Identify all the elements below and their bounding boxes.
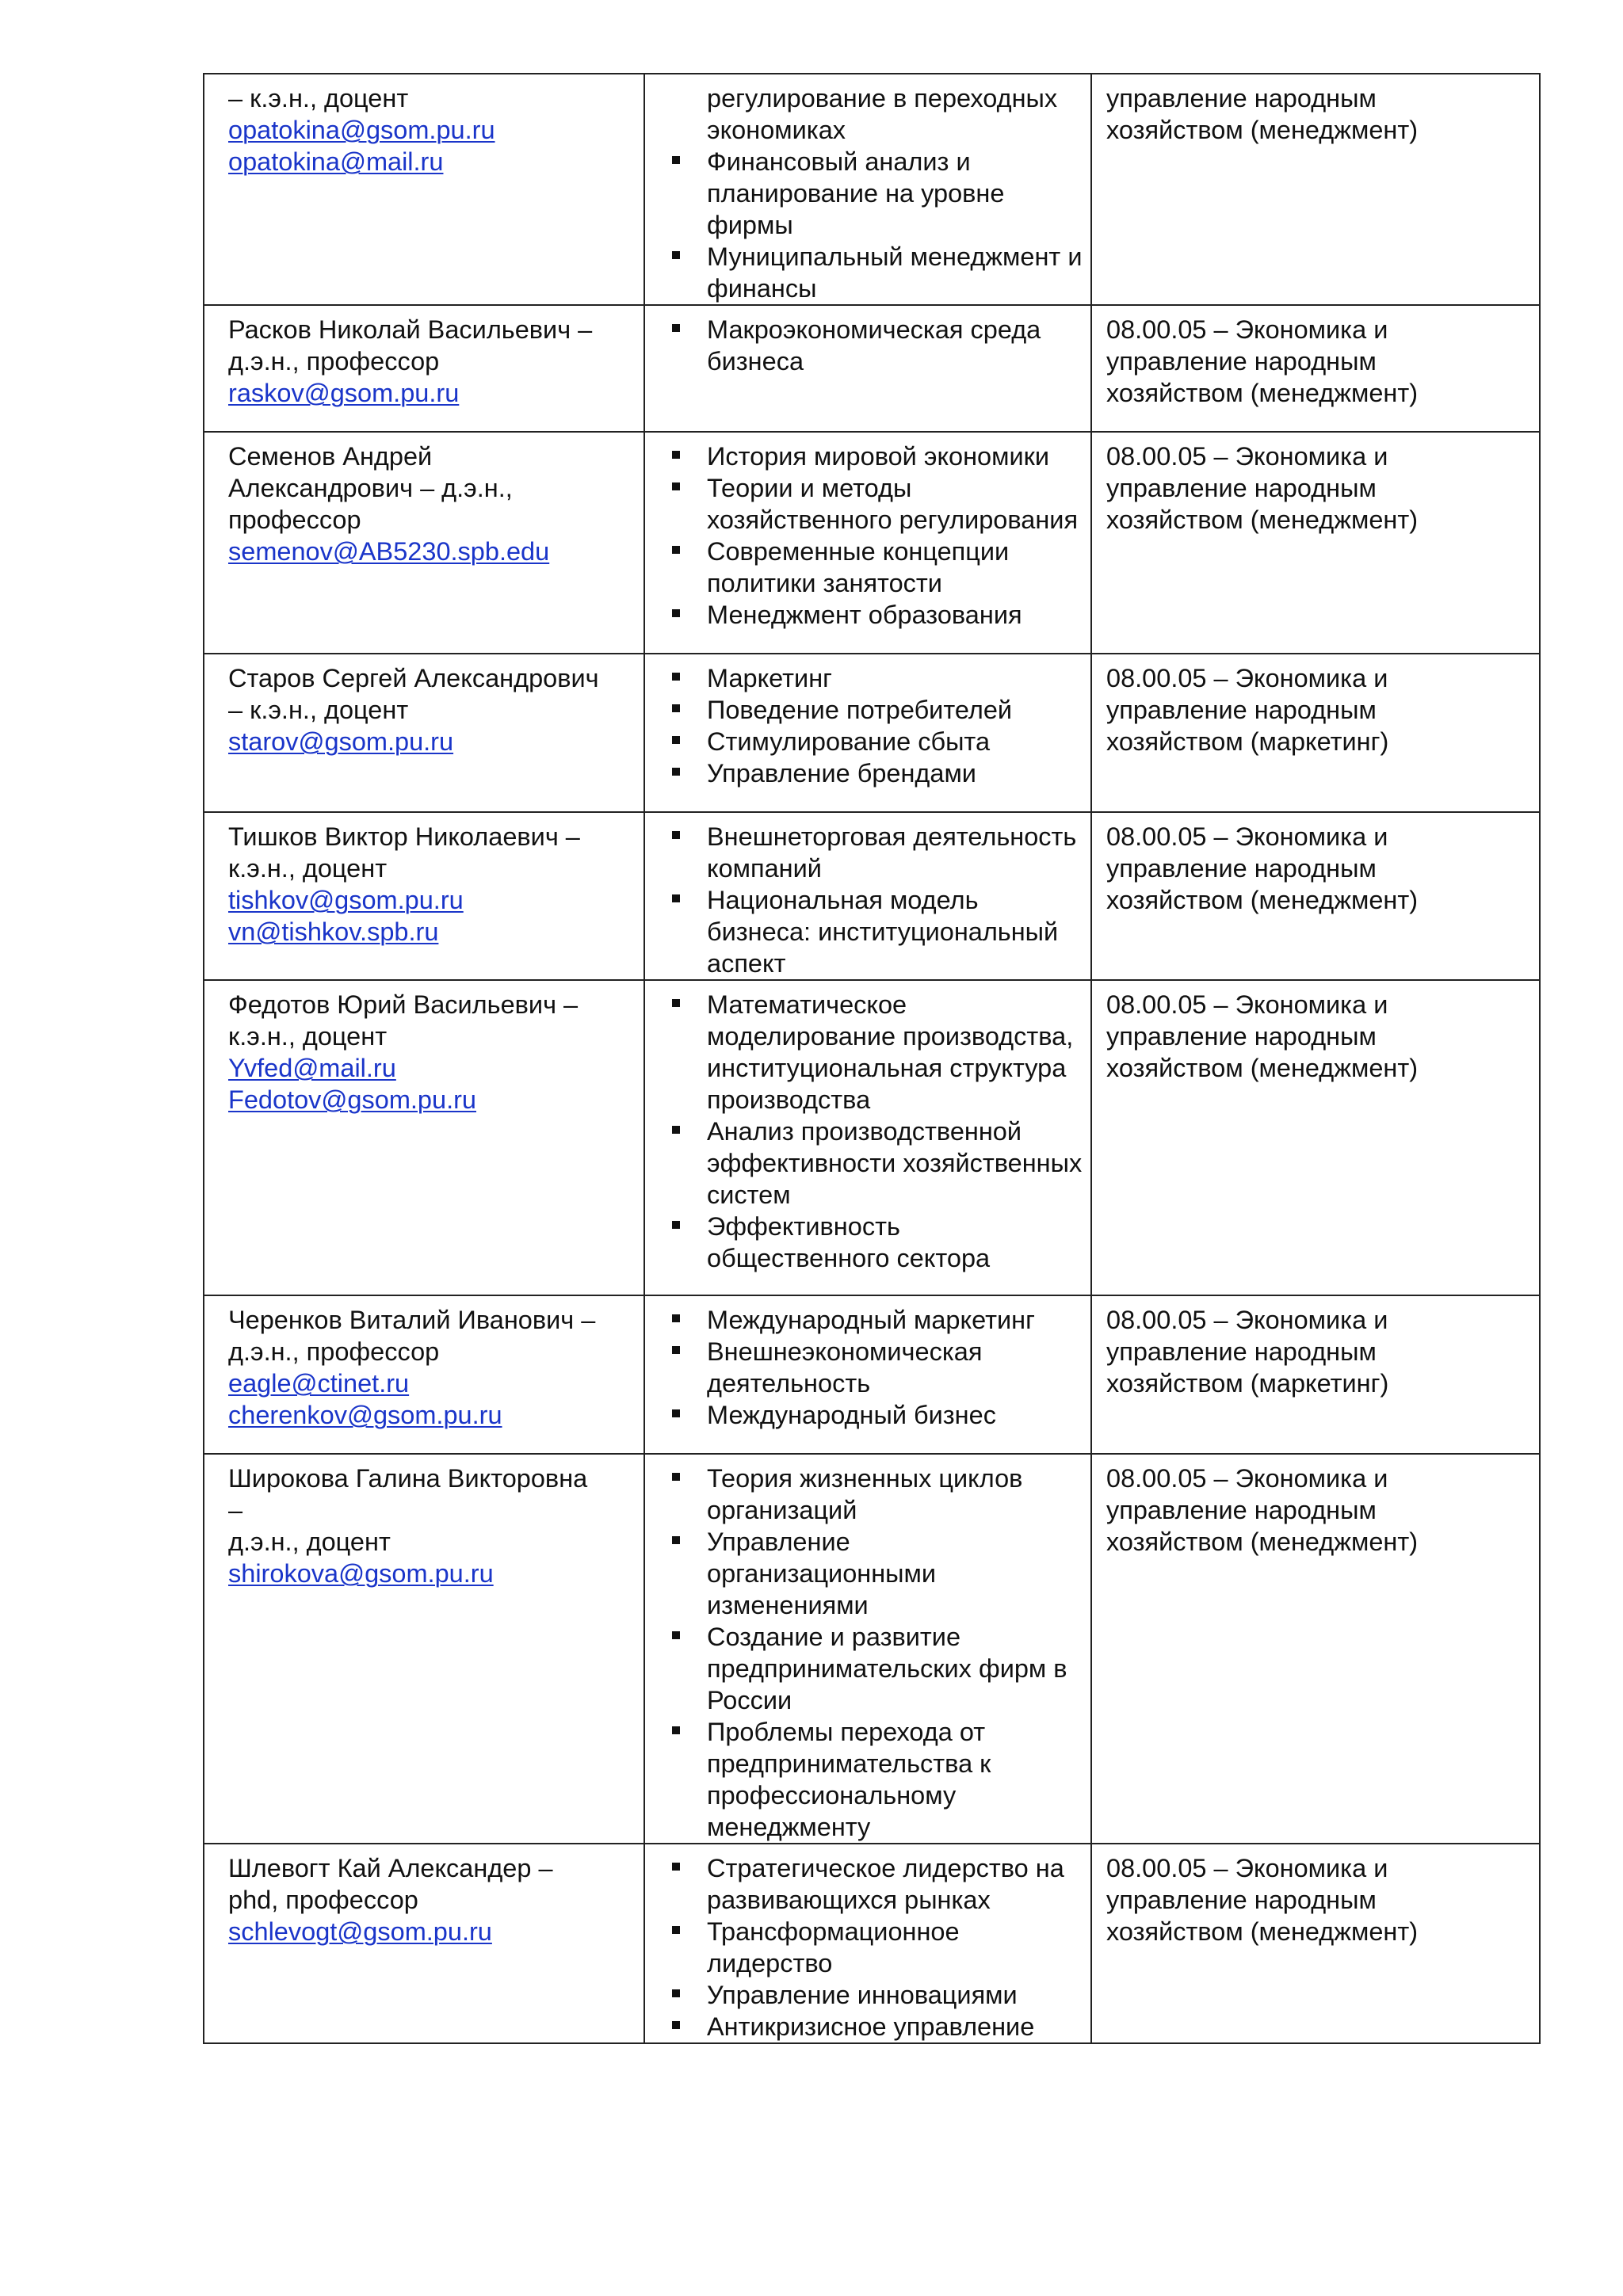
table-row (204, 980, 1540, 1295)
faculty-table (203, 73, 1541, 2044)
faculty-name-line: – к.э.н., доцент (228, 84, 409, 113)
course-title: Теория жизненных циклов организаций (707, 1464, 1023, 1524)
square-bullet-icon (672, 1926, 680, 1934)
square-bullet-icon (672, 156, 680, 164)
specialty-cell (1091, 812, 1540, 980)
specialty-cell (1091, 1454, 1540, 1844)
square-bullet-icon (672, 451, 680, 459)
specialty-cell (1091, 1295, 1540, 1454)
course-item (656, 884, 1084, 979)
course-item (656, 1211, 1084, 1274)
course-title: Маркетинг (707, 664, 833, 692)
faculty-name-line: д.э.н., профессор (228, 1337, 440, 1366)
specialty-line: хозяйством (менеджмент) (1106, 1054, 1419, 1082)
faculty-name-line: Расков Николай Васильевич – (228, 315, 593, 344)
square-bullet-icon (672, 2021, 680, 2029)
courses-cell (644, 1295, 1091, 1454)
specialty-line: управление народным (1106, 1496, 1377, 1524)
course-item (656, 146, 1084, 241)
faculty-name-line: Александрович – д.э.н., (228, 474, 513, 502)
specialty-line: управление народным (1106, 854, 1377, 883)
email-link[interactable]: Yvfed@mail.ru (228, 1054, 396, 1082)
courses-cell (644, 812, 1091, 980)
email-link[interactable]: cherenkov@gsom.pu.ru (228, 1401, 502, 1429)
table-row (204, 812, 1540, 980)
email-link[interactable]: Fedotov@gsom.pu.ru (228, 1085, 477, 1114)
square-bullet-icon (672, 736, 680, 744)
specialty-cell (1091, 74, 1540, 305)
square-bullet-icon (672, 999, 680, 1007)
course-item (656, 536, 1084, 599)
specialty-line: хозяйством (менеджмент) (1106, 379, 1419, 407)
course-item (656, 1916, 1084, 1979)
table-row (204, 74, 1540, 305)
course-item (656, 241, 1084, 304)
course-item (656, 1336, 1084, 1399)
email-link[interactable]: vn@tishkov.spb.ru (228, 917, 439, 946)
course-title: Создание и развитие предпринимательских фирм в России (707, 1623, 1067, 1714)
square-bullet-icon (672, 1631, 680, 1639)
table-row (204, 654, 1540, 812)
table-row (204, 1844, 1540, 2043)
specialty-line: управление народным (1106, 474, 1377, 502)
course-title: Эффективность общественного сектора (707, 1212, 991, 1272)
specialty-line: хозяйством (маркетинг) (1106, 727, 1389, 756)
course-item (656, 1852, 1084, 1916)
specialty-line: 08.00.05 – Экономика и (1106, 315, 1388, 344)
specialty-line: 08.00.05 – Экономика и (1106, 1854, 1388, 1882)
email-link[interactable]: opatokina@mail.ru (228, 147, 444, 176)
course-title: Трансформационное лидерство (707, 1917, 960, 1978)
specialty-line: хозяйством (менеджмент) (1106, 1527, 1419, 1556)
course-item (656, 314, 1084, 377)
square-bullet-icon (672, 673, 680, 681)
faculty-member-cell (204, 1844, 644, 2043)
courses-cell (644, 980, 1091, 1295)
specialty-line: управление народным (1106, 84, 1377, 113)
square-bullet-icon (672, 831, 680, 839)
course-title: Международный маркетинг (707, 1306, 1035, 1334)
square-bullet-icon (672, 251, 680, 259)
courses-cell (644, 1454, 1091, 1844)
course-item (656, 821, 1084, 884)
course-title: Макроэкономическая среда бизнеса (707, 315, 1041, 376)
courses-cell (644, 1844, 1091, 2043)
course-item (656, 989, 1084, 1116)
email-link[interactable]: opatokina@gsom.pu.ru (228, 116, 495, 144)
table-row (204, 1454, 1540, 1844)
specialty-line: хозяйством (менеджмент) (1106, 1917, 1419, 1946)
square-bullet-icon (672, 1346, 680, 1354)
course-item (656, 1526, 1084, 1621)
table-row (204, 432, 1540, 654)
faculty-member-cell (204, 980, 644, 1295)
faculty-name-line: Федотов Юрий Васильевич – (228, 990, 579, 1019)
course-list (656, 989, 1084, 1274)
course-item (656, 1304, 1084, 1336)
specialty-line: управление народным (1106, 1886, 1377, 1914)
square-bullet-icon (672, 1536, 680, 1544)
course-list (656, 314, 1084, 377)
specialty-line: хозяйством (менеджмент) (1106, 505, 1419, 534)
email-link[interactable]: semenov@AB5230.spb.edu (228, 537, 550, 566)
specialty-cell (1091, 980, 1540, 1295)
course-item (656, 1116, 1084, 1211)
faculty-member-cell (204, 74, 644, 305)
faculty-member-cell (204, 305, 644, 432)
square-bullet-icon (672, 1726, 680, 1734)
course-title: Анализ производственной эффективности хозяйственных систем (707, 1117, 1083, 1209)
email-link[interactable]: starov@gsom.pu.ru (228, 727, 454, 756)
courses-cell (644, 432, 1091, 654)
square-bullet-icon (672, 768, 680, 776)
course-list (656, 662, 1084, 789)
course-item (656, 757, 1084, 789)
course-item (656, 1979, 1084, 2011)
faculty-table-body (204, 74, 1540, 2043)
course-item (656, 1463, 1084, 1526)
specialty-line: управление народным (1106, 347, 1377, 376)
faculty-member-cell (204, 654, 644, 812)
course-title: Стимулирование сбыта (707, 727, 991, 756)
course-item (656, 2011, 1084, 2042)
course-title: Антикризисное управление (707, 2012, 1035, 2041)
square-bullet-icon (672, 1409, 680, 1417)
course-title: Финансовый анализ и планирование на уровне фирмы (707, 147, 1005, 239)
course-item (656, 1399, 1084, 1431)
specialty-line: управление народным (1106, 696, 1377, 724)
course-title: Международный бизнес (707, 1401, 996, 1429)
specialty-line: 08.00.05 – Экономика и (1106, 442, 1388, 471)
square-bullet-icon (672, 1126, 680, 1134)
square-bullet-icon (672, 1221, 680, 1229)
course-item (656, 1716, 1084, 1843)
square-bullet-icon (672, 482, 680, 490)
square-bullet-icon (672, 1863, 680, 1871)
faculty-name-line: к.э.н., доцент (228, 854, 388, 883)
course-continuation: регулирование в переходных экономиках (707, 84, 1058, 144)
course-list (656, 1852, 1084, 2042)
specialty-cell (1091, 432, 1540, 654)
specialty-line: 08.00.05 – Экономика и (1106, 822, 1388, 851)
faculty-member-cell (204, 432, 644, 654)
course-title: Теории и методы хозяйственного регулирования (707, 474, 1079, 534)
course-title: Муниципальный менеджмент и финансы (707, 242, 1083, 303)
specialty-line: хозяйством (менеджмент) (1106, 886, 1419, 914)
course-title: Поведение потребителей (707, 696, 1013, 724)
course-item (656, 694, 1084, 726)
faculty-name-line: д.э.н., доцент (228, 1527, 391, 1556)
table-row (204, 305, 1540, 432)
faculty-name-line: Широкова Галина Викторовна (228, 1464, 588, 1493)
faculty-name-line: Тишков Виктор Николаевич – (228, 822, 580, 851)
faculty-name-line: – (228, 1496, 243, 1524)
course-title: Управление инновациями (707, 1981, 1018, 2009)
faculty-name-line: Семенов Андрей (228, 442, 433, 471)
specialty-line: управление народным (1106, 1337, 1377, 1366)
courses-cell (644, 305, 1091, 432)
course-item (656, 472, 1084, 536)
course-item (656, 662, 1084, 694)
course-title: Проблемы перехода от предпринимательства к профессиональному менеджменту (707, 1718, 991, 1841)
course-title: Современные концепции политики занятости (707, 537, 1010, 597)
specialty-cell (1091, 305, 1540, 432)
faculty-name-line: – к.э.н., доцент (228, 696, 409, 724)
square-bullet-icon (672, 894, 680, 902)
table-row (204, 1295, 1540, 1454)
faculty-member-cell (204, 812, 644, 980)
course-list (656, 1463, 1084, 1843)
email-link[interactable]: tishkov@gsom.pu.ru (228, 886, 464, 914)
faculty-name-line: к.э.н., доцент (228, 1022, 388, 1051)
faculty-name-line: phd, профессор (228, 1886, 418, 1914)
square-bullet-icon (672, 546, 680, 554)
square-bullet-icon (672, 1989, 680, 1997)
course-title: Менеджмент образования (707, 601, 1022, 629)
square-bullet-icon (672, 609, 680, 617)
course-list (656, 1304, 1084, 1431)
courses-cell (644, 654, 1091, 812)
square-bullet-icon (672, 1473, 680, 1481)
square-bullet-icon (672, 1314, 680, 1322)
faculty-name-line: Черенков Виталий Иванович – (228, 1306, 596, 1334)
faculty-name-line: д.э.н., профессор (228, 347, 440, 376)
course-title: Стратегическое лидерство на развивающихся рынках (707, 1854, 1064, 1914)
course-title: Управление брендами (707, 759, 976, 788)
course-item (656, 1621, 1084, 1716)
specialty-line: управление народным (1106, 1022, 1377, 1051)
specialty-cell (1091, 1844, 1540, 2043)
square-bullet-icon (672, 704, 680, 712)
faculty-name-line: профессор (228, 505, 361, 534)
square-bullet-icon (672, 324, 680, 332)
email-link[interactable]: schlevogt@gsom.pu.ru (228, 1917, 492, 1946)
specialty-line: хозяйством (менеджмент) (1106, 116, 1419, 144)
specialty-line: 08.00.05 – Экономика и (1106, 1306, 1388, 1334)
email-link[interactable]: raskov@gsom.pu.ru (228, 379, 460, 407)
course-item (656, 726, 1084, 757)
faculty-name-line: Шлевогт Кай Александер – (228, 1854, 553, 1882)
course-title: Управление организационными изменениями (707, 1527, 937, 1619)
faculty-member-cell (204, 1295, 644, 1454)
email-link[interactable]: eagle@ctinet.ru (228, 1369, 410, 1398)
faculty-member-cell (204, 1454, 644, 1844)
course-item (656, 441, 1084, 472)
course-title: История мировой экономики (707, 442, 1050, 471)
specialty-line: хозяйством (маркетинг) (1106, 1369, 1389, 1398)
email-link[interactable]: shirokova@gsom.pu.ru (228, 1559, 494, 1588)
course-list (656, 441, 1084, 631)
specialty-line: 08.00.05 – Экономика и (1106, 664, 1388, 692)
faculty-name-line: Старов Сергей Александрович (228, 664, 599, 692)
specialty-line: 08.00.05 – Экономика и (1106, 990, 1388, 1019)
course-title: Внешнеэкономическая деятельность (707, 1337, 983, 1398)
course-list (656, 146, 1084, 304)
course-title: Национальная модель бизнеса: институциональный аспект (707, 886, 1059, 978)
course-title: Внешнеторговая деятельность компаний (707, 822, 1077, 883)
course-title: Математическое моделирование производства, институциональная структура производства (707, 990, 1074, 1114)
course-list (656, 821, 1084, 979)
courses-cell (644, 74, 1091, 305)
specialty-cell (1091, 654, 1540, 812)
specialty-line: 08.00.05 – Экономика и (1106, 1464, 1388, 1493)
course-item (656, 599, 1084, 631)
